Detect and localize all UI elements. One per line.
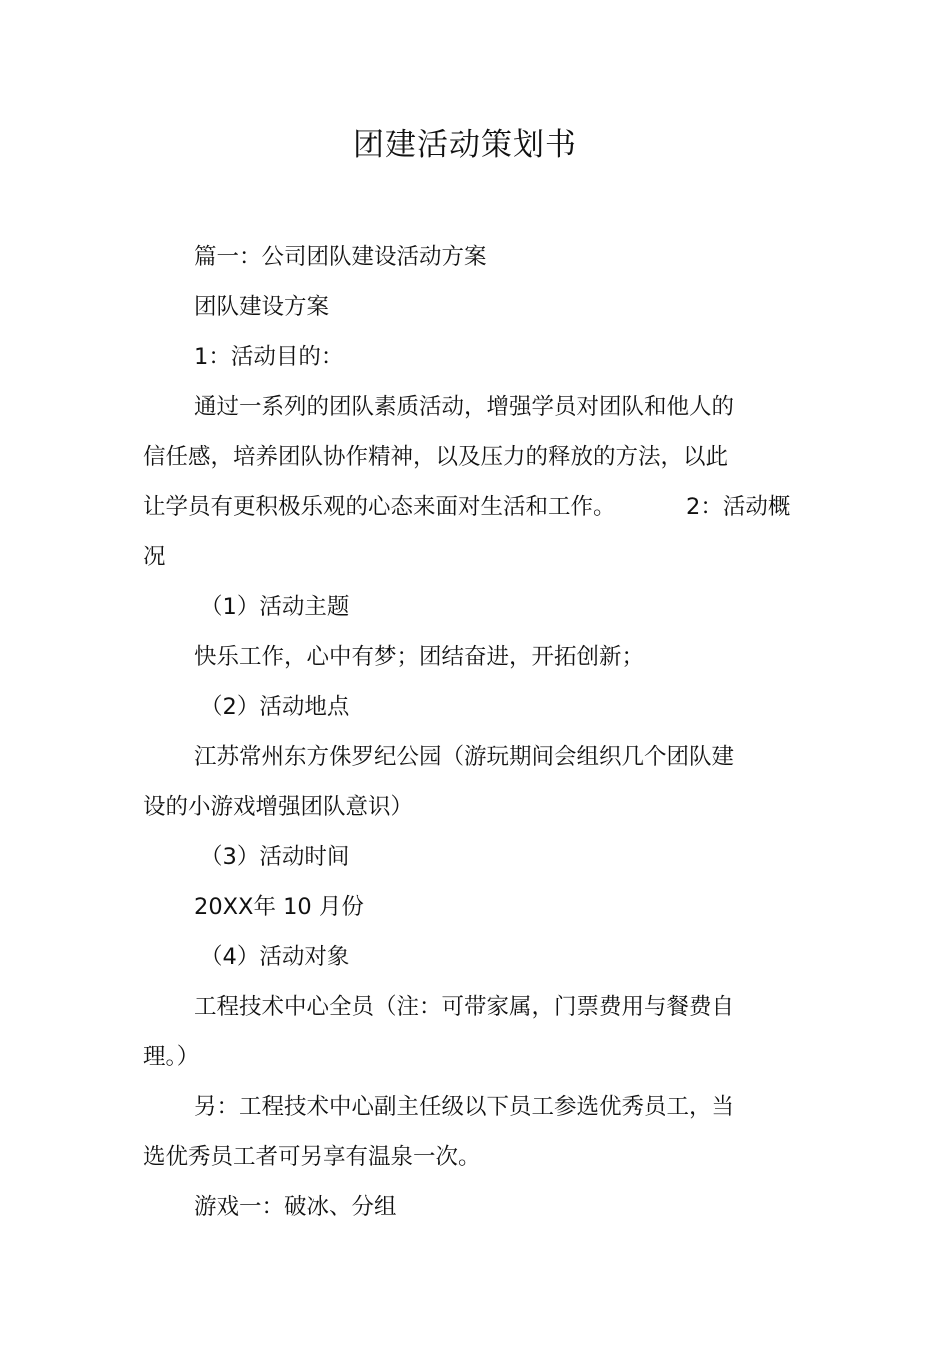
paragraph-line: 快乐工作，心中有梦；团结奋进，开拓创新； [194,644,645,670]
sub-item-heading: （2）活动地点 [200,694,350,720]
item-heading: 1：活动目的： [194,344,344,370]
paragraph-line: 工程技术中心全员（注：可带家属，门票费用与餐费自 [194,994,735,1020]
paragraph-line: 设的小游戏增强团队意识） [143,794,414,820]
paragraph-line: 理。） [143,1044,200,1070]
paragraph-line: 选优秀员工者可另享有温泉一次。 [143,1144,481,1170]
document-title: 团建活动策划书 [353,127,577,163]
paragraph-line: 通过一系列的团队素质活动，增强学员对团队和他人的 [194,394,735,420]
sub-item-heading: （4）活动对象 [200,944,350,970]
paragraph-line: 信任感，培养团队协作精神，以及压力的释放的方法，以此 [143,444,729,470]
paragraph-line: 另：工程技术中心副主任级以下员工参选优秀员工，当 [194,1094,735,1120]
item-heading: 2：活动概 [686,494,791,520]
paragraph-line: 20XX年 10 月份 [194,894,364,920]
section-heading: 篇一：公司团队建设活动方案 [194,244,487,270]
subheading: 团队建设方案 [194,294,330,320]
sub-item-heading: （3）活动时间 [200,844,350,870]
sub-item-heading: （1）活动主题 [200,594,350,620]
paragraph-line: 江苏常州东方侏罗纪公园（游玩期间会组织几个团队建 [194,744,735,770]
section-heading: 游戏一：破冰、分组 [194,1194,397,1220]
paragraph-line: 让学员有更积极乐观的心态来面对生活和工作。 [143,494,616,520]
paragraph-line: 况 [143,544,166,570]
